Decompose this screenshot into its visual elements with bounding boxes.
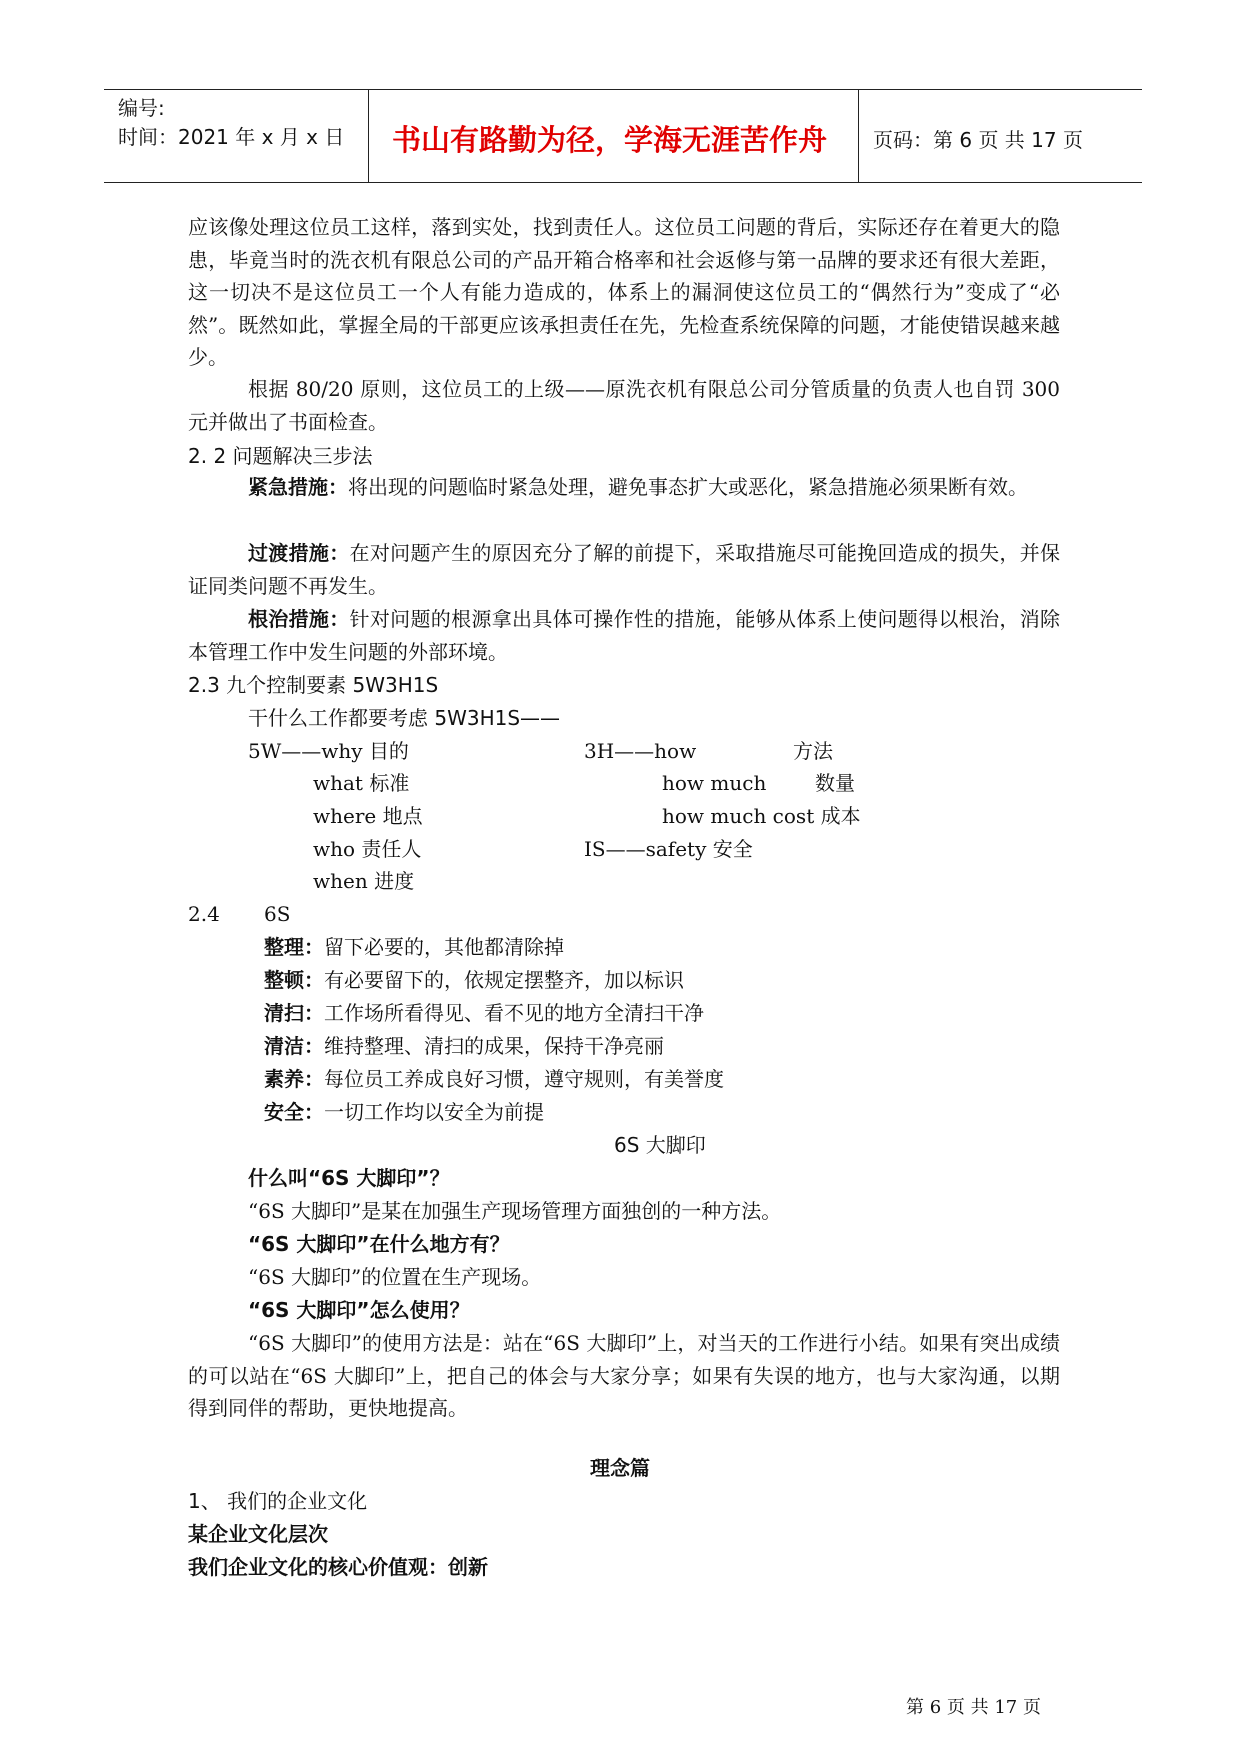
answer-what: “6S 大脚印”是某在加强生产现场管理方面独创的一种方法。 [248, 1199, 782, 1223]
six-s-text: 有必要留下的，依规定摆整齐，加以标识 [324, 968, 684, 992]
six-s-item [264, 931, 564, 963]
heading-2-3: 2.3 九个控制要素 5W3H1S [188, 673, 439, 697]
six-s-label: 整顿： [264, 968, 324, 992]
footprint-title: 6S 大脚印 [614, 1133, 706, 1157]
six-s-label: 清扫： [264, 1001, 324, 1025]
concept-title: 理念篇 [590, 1456, 650, 1480]
heading-2-4-number: 2.4 [188, 902, 220, 926]
six-s-item [264, 964, 684, 996]
w-where: where 地点 [313, 804, 423, 828]
document-time: 时间：2021 年 x 月 x 日 [118, 125, 345, 149]
w-when: when 进度 [313, 869, 415, 893]
h-how-much-meaning: 数量 [815, 771, 855, 795]
heading-2-4-title: 6S [264, 902, 291, 926]
header-top-rule [104, 89, 1142, 90]
header-divider-right [858, 89, 859, 183]
h-how-meaning: 方法 [793, 739, 833, 763]
w-why: 5W——why 目的 [248, 739, 409, 763]
document-number-label: 编号: [118, 96, 165, 120]
six-s-text: 留下必要的，其他都清除掉 [324, 935, 564, 959]
transition-text: 在对问题产生的原因充分了解的前提下，采取措施尽可能挽回造成的损失，并保证同类问题不再发生。 [188, 541, 1061, 598]
w-who: who 责任人 [313, 837, 422, 861]
six-s-label: 清洁： [264, 1034, 324, 1058]
six-s-label: 安全： [264, 1100, 324, 1124]
root-label: 根治措施： [248, 607, 350, 631]
heading-2-2: 2. 2 问题解决三步法 [188, 444, 373, 468]
six-s-label: 整理： [264, 935, 324, 959]
h-how: 3H——how [584, 739, 697, 763]
answer-how: “6S 大脚印”的使用方法是：站在“6S 大脚印”上，对当天的工作进行小结。如果有突出成绩的可以站在“6S 大脚印”上，把自己的体会与大家分享；如果有失误的地方，也与大家沟通，以期得到同伴的帮助，更快地提高。 [188, 1331, 1060, 1420]
core-value: 我们企业文化的核心价值观：创新 [188, 1555, 488, 1579]
paragraph-transition [188, 537, 1060, 602]
culture-heading: 1、 我们的企业文化 [188, 1489, 368, 1513]
six-s-item [264, 1030, 664, 1062]
header-page-info: 页码：第 6 页 共 17 页 [873, 128, 1083, 152]
six-s-item [264, 997, 704, 1029]
s-safety: IS——safety 安全 [584, 837, 753, 861]
six-s-item [264, 1063, 724, 1095]
root-text: 针对问题的根源拿出具体可操作性的措施，能够从体系上使问题得以根治，消除本管理工作中发生问题的外部环境。 [188, 607, 1061, 664]
transition-label: 过渡措施： [248, 541, 350, 565]
paragraph-root-cause [188, 603, 1060, 668]
six-s-item [264, 1096, 544, 1128]
six-s-text: 一切工作均以安全为前提 [324, 1100, 544, 1124]
six-s-text: 维持整理、清扫的成果，保持干净亮丽 [324, 1034, 664, 1058]
six-s-label: 素养： [264, 1067, 324, 1091]
six-s-text: 每位员工养成良好习惯，遵守规则，有美誉度 [324, 1067, 724, 1091]
emergency-text: 将出现的问题临时紧急处理，避免事态扩大或恶化，紧急措施必须果断有效。 [348, 475, 1028, 499]
header-bottom-rule [104, 182, 1142, 183]
paragraph-responsibility: 应该像处理这位员工这样，落到实处，找到责任人。这位员工问题的背后，实际还存在着更大的隐患，毕竟当时的洗衣机有限总公司的产品开箱合格率和社会返修与第一品牌的要求还有很大差距，这一切决不是这位员工一个人有能力造成的，体系上的漏洞使这位员工的“偶然行为”变成了“必然”。既然如此，掌握全局的干部更应该承担责任在先，先检查系统保障的问题，才能使错误越来越少。 [188, 215, 1060, 369]
consider-line: 干什么工作都要考虑 5W3H1S—— [248, 706, 561, 730]
culture-levels: 某企业文化层次 [188, 1522, 328, 1546]
six-s-text: 工作场所看得见、看不见的地方全清扫干净 [324, 1001, 704, 1025]
footer-page-info: 第 6 页 共 17 页 [906, 1697, 1041, 1718]
emergency-label: 紧急措施： [248, 475, 348, 499]
paragraph-8020: 根据 80/20 原则，这位员工的上级——原洗衣机有限总公司分管质量的负责人也自罚 300 元并做出了书面检查。 [188, 377, 1060, 434]
header-divider-left [368, 89, 369, 183]
paragraph-emergency [188, 471, 1060, 504]
answer-where: “6S 大脚印”的位置在生产现场。 [248, 1265, 542, 1289]
header-motto: 书山有路勤为径，学海无涯苦作舟 [392, 123, 828, 157]
question-how: “6S 大脚印”怎么使用？ [248, 1298, 470, 1322]
w-what: what 标准 [313, 771, 410, 795]
question-where: “6S 大脚印”在什么地方有？ [248, 1232, 510, 1256]
h-how-much-cost: how much cost 成本 [662, 804, 861, 828]
question-what: 什么叫“6S 大脚印”？ [248, 1166, 450, 1190]
h-how-much: how much [662, 771, 767, 795]
